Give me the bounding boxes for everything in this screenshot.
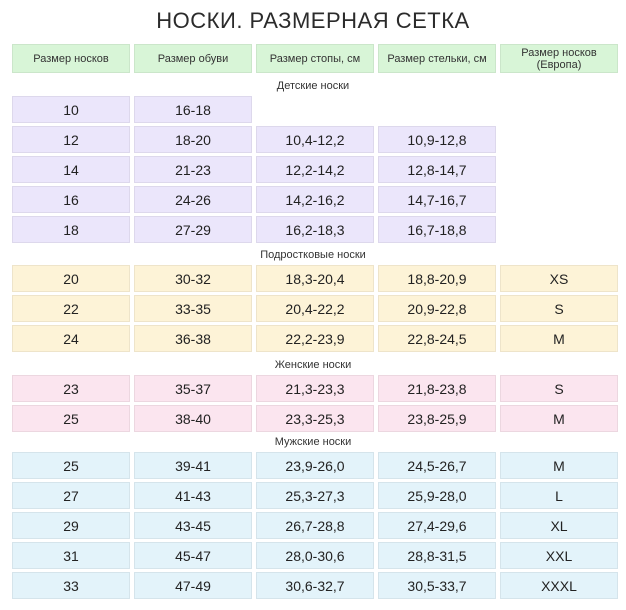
table-cell: XS (500, 265, 618, 292)
table-cell: 30-32 (134, 265, 252, 292)
table-cell: 45-47 (134, 542, 252, 569)
table-cell: 41-43 (134, 482, 252, 509)
table-cell: 22 (12, 295, 130, 322)
table-cell: M (500, 325, 618, 352)
table-cell: 24-26 (134, 186, 252, 213)
table-cell: 26,7-28,8 (256, 512, 374, 539)
column-header: Размер носков (Европа) (500, 44, 618, 73)
table-cell: 18,8-20,9 (378, 265, 496, 292)
table-cell: 14,7-16,7 (378, 186, 496, 213)
table-cell: 25 (12, 405, 130, 432)
table-cell: 21,3-23,3 (256, 375, 374, 402)
column-header: Размер обуви (134, 44, 252, 73)
section-label: Женские носки (274, 359, 352, 371)
table-cell: S (500, 295, 618, 322)
table-cell: 22,8-24,5 (378, 325, 496, 352)
table-cell: XXL (500, 542, 618, 569)
table-cell: 23,9-26,0 (256, 452, 374, 479)
section-label: Подростковые носки (260, 249, 366, 261)
table-cell: 21-23 (134, 156, 252, 183)
column-header: Размер стельки, см (378, 44, 496, 73)
table-cell: 23,3-25,3 (256, 405, 374, 432)
table-cell: 16,7-18,8 (378, 216, 496, 243)
table-cell: 22,2-23,9 (256, 325, 374, 352)
table-cell: 27,4-29,6 (378, 512, 496, 539)
table-cell: M (500, 452, 618, 479)
table-cell: L (500, 482, 618, 509)
table-cell: 39-41 (134, 452, 252, 479)
table-cell: 12 (12, 126, 130, 153)
page-title: НОСКИ. РАЗМЕРНАЯ СЕТКА (156, 8, 470, 33)
table-cell: XXXL (500, 572, 618, 599)
table-cell: 27 (12, 482, 130, 509)
table-cell: M (500, 405, 618, 432)
table-cell: 43-45 (134, 512, 252, 539)
table-cell: 18,3-20,4 (256, 265, 374, 292)
table-cell: 33-35 (134, 295, 252, 322)
table-cell: 33 (12, 572, 130, 599)
table-cell: 18-20 (134, 126, 252, 153)
section-label: Мужские носки (274, 436, 352, 448)
table-cell: 38-40 (134, 405, 252, 432)
table-cell: 23 (12, 375, 130, 402)
table-cell: 27-29 (134, 216, 252, 243)
table-cell: 20,4-22,2 (256, 295, 374, 322)
table-cell: 28,8-31,5 (378, 542, 496, 569)
table-cell: 29 (12, 512, 130, 539)
table-cell: 24 (12, 325, 130, 352)
table-cell: 20,9-22,8 (378, 295, 496, 322)
table-cell: 16,2-18,3 (256, 216, 374, 243)
table-cell: XL (500, 512, 618, 539)
table-cell: 10 (12, 96, 130, 123)
table-cell: 23,8-25,9 (378, 405, 496, 432)
table-cell: 10,4-12,2 (256, 126, 374, 153)
table-cell: 12,8-14,7 (378, 156, 496, 183)
section-label: Детские носки (276, 80, 350, 92)
table-cell: 18 (12, 216, 130, 243)
table-cell: 14,2-16,2 (256, 186, 374, 213)
table-cell: 10,9-12,8 (378, 126, 496, 153)
table-cell: 14 (12, 156, 130, 183)
table-cell: 47-49 (134, 572, 252, 599)
table-cell: 20 (12, 265, 130, 292)
table-cell: 36-38 (134, 325, 252, 352)
table-cell: 21,8-23,8 (378, 375, 496, 402)
table-cell: 16 (12, 186, 130, 213)
table-cell: 16-18 (134, 96, 252, 123)
column-header: Размер носков (12, 44, 130, 73)
table-cell: 30,5-33,7 (378, 572, 496, 599)
table-cell: 25 (12, 452, 130, 479)
table-cell: 25,3-27,3 (256, 482, 374, 509)
table-cell: 24,5-26,7 (378, 452, 496, 479)
table-cell: 30,6-32,7 (256, 572, 374, 599)
table-cell: 12,2-14,2 (256, 156, 374, 183)
table-cell: 35-37 (134, 375, 252, 402)
table-cell: 25,9-28,0 (378, 482, 496, 509)
column-header: Размер стопы, см (256, 44, 374, 73)
table-cell: 31 (12, 542, 130, 569)
table-cell: 28,0-30,6 (256, 542, 374, 569)
table-cell: S (500, 375, 618, 402)
